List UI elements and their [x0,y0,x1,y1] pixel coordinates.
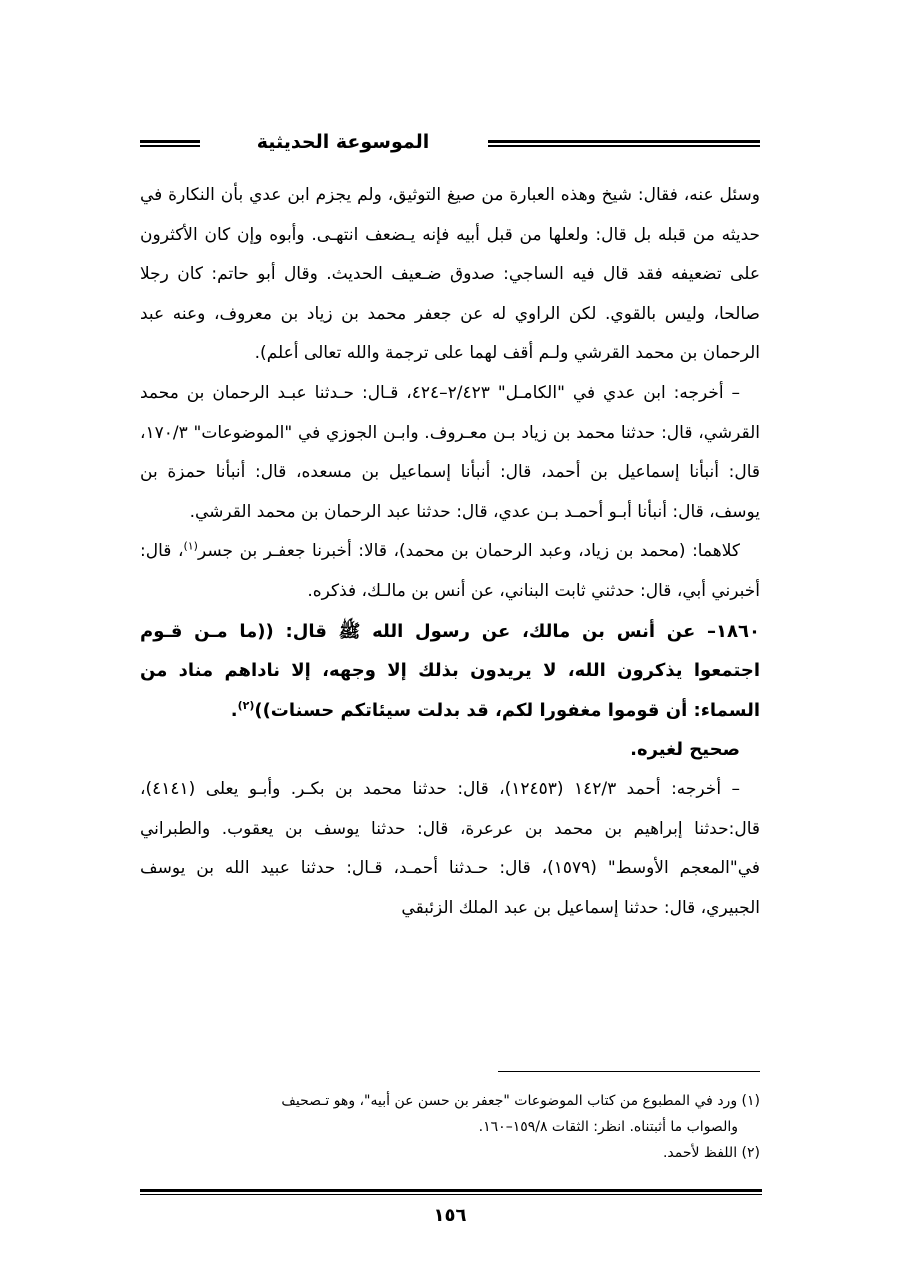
header-rule-right [488,140,760,147]
hadith-grade: صحيح لغيره. [630,739,740,761]
paragraph-4: – أخرجه: أحمد ١٤٢/٣ (١٢٤٥٣)، قال: حدثنا محمد بن بكـر. وأبـو يعلى (٤١٤١)، قال:حدثنا إبراهيم بن محمد بن عرعرة، قال: حدثنا يوسف بن يعقوب. والطبراني في"المعجم الأوسط" (١٥٧٩)، قال: حـدثنا أحمـد، قـال: حدثنا عبيد الله بن يوسف الجبيري، قال: حدثنا إسماعيل بن عبد الملك الزئبقي [140,778,760,918]
paragraph-2: – أخرجه: ابن عدي في "الكامـل" ٢/٤٢٣–٤٢٤، قـال: حـدثنا عبـد الرحمان بن محمد القرشي، قال: حدثنا محمد بن زياد بـن معـروف. وابـن الجوزي في "الموضوعات" ١٧٠/٣، قال: أنبأنا إسماعيل بن أحمد، قال: أنبأنا إسماعيل بن مسعده، قال: أنبأنا حمزة بن يوسف، قال: أنبأنا أبـو أحمـد بـن عدي، قال: حدثنا عبد الرحمان بن محمد القرشي. [140,382,760,522]
footnote-ref-1: (١) [183,539,198,553]
paragraph-3-text-end: ، قال: أخبرني أبي، قال: حدثني ثابت البناني، عن أنس بن مالـك، فذكره. [140,541,760,601]
paragraph-3-text: كلاهما: (محمد بن زياد، وعبد الرحمان بن محمد)، قالا: أخبرنا جعفـر بن جسر [197,541,741,562]
bottom-rule [140,1189,762,1195]
footnote-separator [498,1071,760,1072]
page [140,128,760,928]
footnote-ref-2: (٢) [237,698,255,712]
header-title: الموسوعة الحديثية [256,131,430,153]
body-text [140,176,760,928]
header-rule-left [140,140,200,147]
paragraph-1: وسئل عنه، فقال: شيخ وهذه العبارة من صيغ التوثيق، ولم يجزم ابن عدي بأن النكارة في حديثه من قبله بل قال: ولعلها من قبل أبيه فإنه يـضعف انتهـى. وأبوه وإن كان الأكثرون على تضعيفه فقد قال فيه الساجي: صدوق ضـعيف الحديث. وقال أبو حاتم: كان رجلا صالحا، وليس بالقوي. لكن الراوي له عن جعفر محمد بن زياد بن معروف، وعنه عبد الرحمان بن محمد القرشي ولـم أقف لهما على ترجمة والله تعالى أعلم). [140,185,760,364]
footnotes [140,1088,760,1166]
page-number: ١٥٦ [433,1205,467,1226]
hadith-end: . [230,699,238,721]
running-header [140,128,760,158]
hadith-text [140,612,760,731]
footnote-1-line-2: والصواب ما أثبتناه. انظر: الثقات ١٥٩/٨–١٦٠. [478,1119,738,1135]
footnote-2: (٢) اللفظ لأحمد. [662,1145,760,1161]
footnote-1-line-1: (١) ورد في المطبوع من كتاب الموضوعات "جعفر بن حسن عن أبيه"، وهو تـصحيف [281,1093,760,1109]
hadith-body: ١٨٦٠– عن أنس بن مالك، عن رسول الله ﷺ قال: ((ما مـن قـوم اجتمعوا يذكرون الله، لا يريدون بذلك إلا وجهه، إلا ناداهم مناد من السماء: أن قوموا مغفورا لكم، قد بدلت سيئاتكم حسنات)) [140,620,760,721]
paragraph-3 [140,532,760,611]
